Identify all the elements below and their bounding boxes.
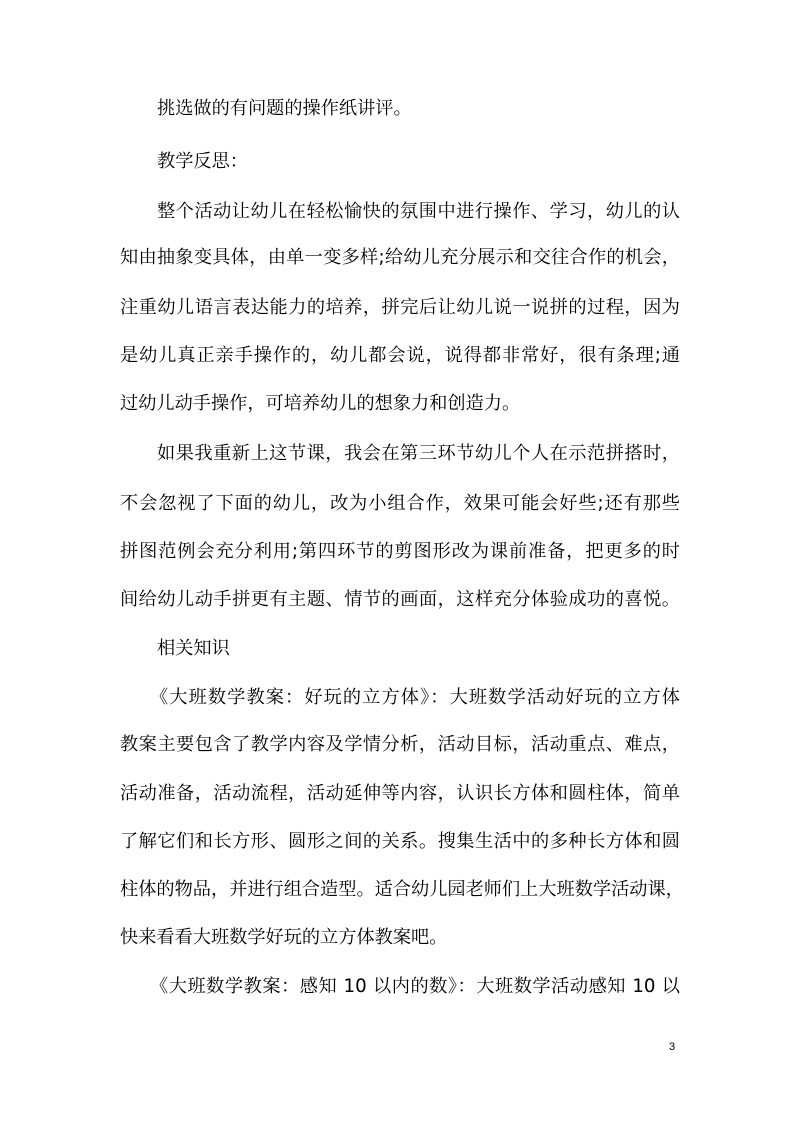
text-line: 《大班数学教案：感知 10 以内的数》：大班数学活动感知 10 以 <box>150 976 680 997</box>
text-line: 《大班数学教案：好玩的立方体》：大班数学活动好玩的立方体 <box>150 687 680 708</box>
text-line: 活动准备，活动流程，活动延伸等内容，认识长方体和圆柱体，简单 <box>120 783 680 804</box>
text-line: 如果我重新上这节课，我会在第三环节幼儿个人在示范拼搭时， <box>157 443 680 464</box>
text-line: 过幼儿动手操作，可培养幼儿的想象力和创造力。 <box>120 393 521 414</box>
text-line: 是幼儿真正亲手操作的，幼儿都会说，说得都非常好，很有条理;通 <box>120 345 680 366</box>
text-line: 注重幼儿语言表达能力的培养，拼完后让幼儿说一说拼的过程，因为 <box>120 297 680 318</box>
section-heading: 相关知识 <box>157 638 230 659</box>
text-line: 教案主要包含了教学内容及学情分析，活动目标，活动重点、难点， <box>120 734 680 755</box>
text-line: 柱体的物品，并进行组合造型。适合幼儿园老师们上大班数学活动课， <box>120 879 684 900</box>
page-number: 3 <box>669 1041 676 1053</box>
text-line: 知由抽象变具体，由单一变多样;给幼儿充分展示和交往合作的机会， <box>120 247 680 268</box>
text-line: 拼图范例会充分利用;第四环节的剪图形改为课前准备，把更多的时 <box>120 541 680 562</box>
text-line: 不会忽视了下面的幼儿，改为小组合作，效果可能会好些;还有那些 <box>120 493 680 514</box>
text-line: 了解它们和长方形、圆形之间的关系。搜集生活中的多种长方体和圆 <box>120 831 680 852</box>
section-heading: 教学反思： <box>157 151 248 172</box>
text-line: 快来看看大班数学好玩的立方体教案吧。 <box>120 927 448 948</box>
text-line: 整个活动让幼儿在轻松愉快的氛围中进行操作、学习，幼儿的认 <box>157 201 680 222</box>
text-line: 间给幼儿动手拼更有主题、情节的画面，这样充分体验成功的喜悦。 <box>120 589 680 610</box>
text-line: 挑选做的有问题的操作纸讲评。 <box>157 98 412 119</box>
